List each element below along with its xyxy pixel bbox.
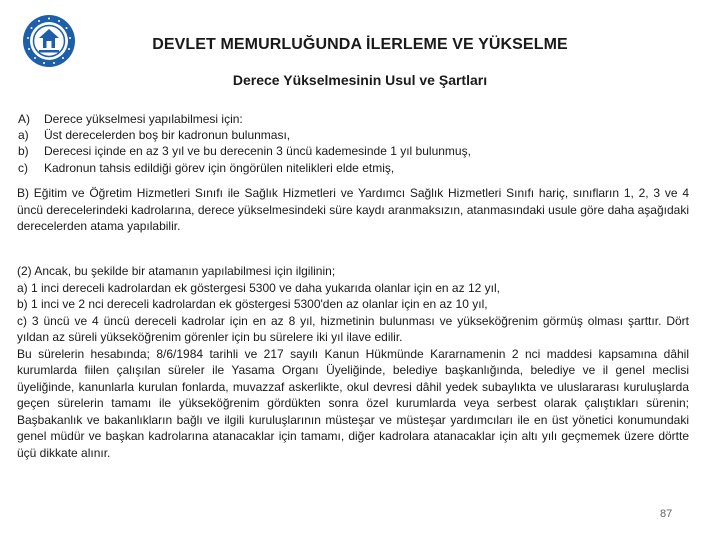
list-marker: c): [18, 160, 28, 175]
paragraph-2: [17, 263, 689, 461]
paragraph-2-item: c) 3 üncü ve 4 üncü dereceli kadrolar için en az 8 yıl, hizmetinin bulunması ve yükseköğrenim görmüş olması şarttır. Dört yıldan az süreli yükseköğrenim görenler için bu sürelere iki yıl ilave edilir.: [17, 313, 689, 344]
paragraph-2-item: a) 1 inci dereceli kadrolardan ek göstergesi 5300 ve daha yukarıda olanlar için en az 12 yıl,: [17, 280, 500, 295]
list-item: [18, 143, 578, 159]
paragraph-2-closing: Bu sürelerin hesabında; 8/6/1984 tarihli ve 217 sayılı Kanun Hükmünde Kararnamenin 2 nci maddesi kapsamına dâhil kurumlarda fiilen çalışılan süreler ile Yasama Organı Üyeliğinde, belediye başkanlığında, belediye ve il genel meclisi üyeliğinde, kanunlarla kurulan fonlarda, muvazzaf askerlikte, okul devresi dâhil yedek subaylıkta ve uluslararası kuruluşlarda geçen sürelerin tamamı ile yükseköğrenim gördükten sonra özel kurumlarda veya serbest olarak çalıştıkları sürenin; Başbakanlık ve bakanlıkların bağlı ve ilgili kuruluşlarının müsteşar ve müsteşar yardımcıları ile en üst yönetici konumundaki genel müdür ve başkan kadrolarına atanacaklar için tamamı, diğer kadrolara atanacaklar için altı yılı geçmemek üzere dörtte üçü dikkate alınır.: [17, 346, 689, 460]
list-text: Derecesi içinde en az 3 yıl ve bu derecenin 3 üncü kademesinde 1 yıl bulunmuş,: [44, 144, 471, 159]
list-item: [18, 111, 578, 127]
page-number: 87: [660, 508, 673, 520]
list-item: [18, 160, 578, 176]
paragraph-2-intro: (2) Ancak, bu şekilde bir atamanın yapılabilmesi için ilgilinin;: [17, 264, 336, 278]
conditions-list: [18, 111, 578, 176]
list-text: Derece yükselmesi yapılabilmesi için:: [44, 112, 243, 126]
page-title: DEVLET MEMURLUĞUNDA İLERLEME VE YÜKSELME: [152, 36, 568, 53]
list-marker: b): [18, 144, 29, 159]
list-text: Üst derecelerden boş bir kadronun bulunması,: [44, 128, 291, 143]
list-text: Kadronun tahsis edildiği görev için öngörülen nitelikleri elde etmiş,: [44, 160, 395, 175]
page-subtitle: Derece Yükselmesinin Usul ve Şartları: [232, 72, 488, 88]
list-marker: A): [18, 112, 30, 126]
list-item: [18, 127, 578, 143]
paragraph-b: B) Eğitim ve Öğretim Hizmetleri Sınıfı ile Sağlık Hizmetleri ve Yardımcı Sağlık Hizmetleri Sınıfı hariç, sınıfların 1, 2, 3 ve 4 üncü derecelerindeki kadrolarına, derece yükselmesindeki süre kaydı aranmaksızın, atanmasındaki usule göre daha aşağıdaki derecelerden atama yapılabilir.: [17, 186, 689, 233]
list-marker: a): [18, 128, 29, 143]
paragraph-2-item: b) 1 inci ve 2 nci dereceli kadrolardan ek göstergesi 5300'den az olanlar için en az 10 yıl,: [17, 297, 488, 311]
